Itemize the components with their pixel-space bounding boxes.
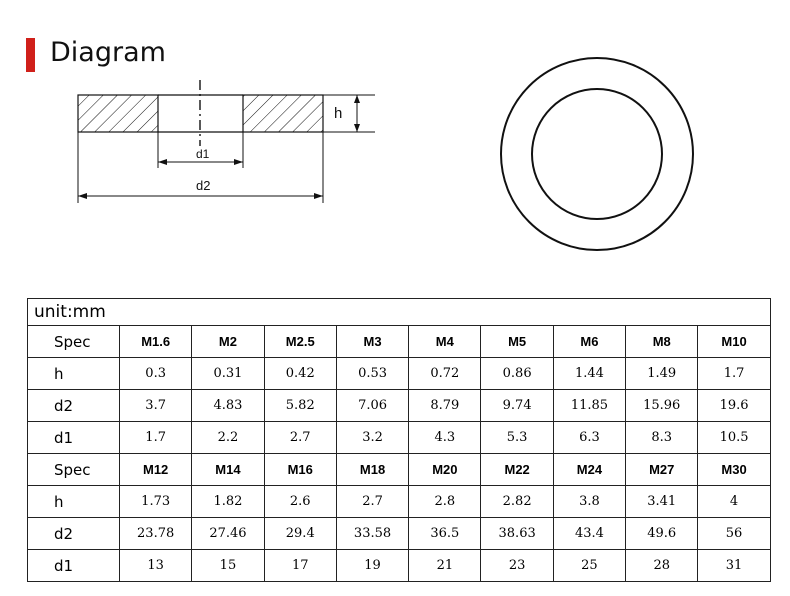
washer-diagram: [0, 0, 790, 290]
spec-row-label: Spec: [28, 326, 120, 358]
dimension-value-cell: 15: [192, 550, 264, 582]
dimension-row-label: h: [28, 358, 120, 390]
table-row: [28, 390, 771, 422]
table-row: [28, 518, 771, 550]
spec-size-cell: M2.5: [264, 326, 336, 358]
dimension-value-cell: 23.78: [120, 518, 192, 550]
dimension-value-cell: 31: [698, 550, 770, 582]
dimension-value-cell: 11.85: [553, 390, 625, 422]
dimension-value-cell: 0.42: [264, 358, 336, 390]
dimension-value-cell: 0.53: [336, 358, 408, 390]
spec-header-row: [28, 454, 771, 486]
dimension-value-cell: 5.82: [264, 390, 336, 422]
spec-size-cell: M24: [553, 454, 625, 486]
spec-size-cell: M6: [553, 326, 625, 358]
dimension-row-label: d2: [28, 518, 120, 550]
dimension-value-cell: 0.72: [409, 358, 481, 390]
washer-inner-circle: [532, 89, 662, 219]
dimension-value-cell: 0.86: [481, 358, 553, 390]
dimension-value-cell: 1.73: [120, 486, 192, 518]
dimension-value-cell: 33.58: [336, 518, 408, 550]
dimension-value-cell: 6.3: [553, 422, 625, 454]
dimension-value-cell: 8.79: [409, 390, 481, 422]
washer-outer-circle: [501, 58, 693, 250]
spec-size-cell: M4: [409, 326, 481, 358]
dimension-value-cell: 0.31: [192, 358, 264, 390]
dimension-value-cell: 2.2: [192, 422, 264, 454]
d2-dimension-label: d2: [196, 178, 211, 193]
dimension-value-cell: 9.74: [481, 390, 553, 422]
dimension-row-label: h: [28, 486, 120, 518]
dimension-row-label: d1: [28, 422, 120, 454]
page-title: Diagram: [50, 37, 166, 68]
dimension-value-cell: 4.3: [409, 422, 481, 454]
spec-size-cell: M14: [192, 454, 264, 486]
spec-size-cell: M16: [264, 454, 336, 486]
dimension-value-cell: 56: [698, 518, 770, 550]
dimension-value-cell: 1.44: [553, 358, 625, 390]
unit-label: unit:mm: [28, 299, 771, 326]
dimension-value-cell: 2.6: [264, 486, 336, 518]
dimension-value-cell: 49.6: [626, 518, 698, 550]
h-dimension-label: h: [334, 105, 343, 122]
dimension-value-cell: 2.82: [481, 486, 553, 518]
dimension-value-cell: 5.3: [481, 422, 553, 454]
spec-header-row: [28, 326, 771, 358]
spec-size-cell: M22: [481, 454, 553, 486]
dimension-value-cell: 0.3: [120, 358, 192, 390]
dimension-value-cell: 8.3: [626, 422, 698, 454]
dimension-value-cell: 2.7: [264, 422, 336, 454]
unit-row: [28, 299, 771, 326]
spec-size-cell: M5: [481, 326, 553, 358]
dimension-value-cell: 27.46: [192, 518, 264, 550]
spec-size-cell: M18: [336, 454, 408, 486]
dimension-value-cell: 7.06: [336, 390, 408, 422]
dimension-value-cell: 38.63: [481, 518, 553, 550]
spec-size-cell: M12: [120, 454, 192, 486]
dimension-value-cell: 2.8: [409, 486, 481, 518]
spec-size-cell: M30: [698, 454, 770, 486]
dimension-value-cell: 17: [264, 550, 336, 582]
spec-size-cell: M8: [626, 326, 698, 358]
dimension-value-cell: 3.7: [120, 390, 192, 422]
dimension-value-cell: 1.7: [698, 358, 770, 390]
dimension-value-cell: 1.82: [192, 486, 264, 518]
dimension-value-cell: 23: [481, 550, 553, 582]
spec-size-cell: M10: [698, 326, 770, 358]
dimension-value-cell: 36.5: [409, 518, 481, 550]
table-row: [28, 422, 771, 454]
section-left: [78, 95, 158, 132]
dimension-value-cell: 19.6: [698, 390, 770, 422]
dimension-value-cell: 1.7: [120, 422, 192, 454]
table-row: [28, 550, 771, 582]
dimension-value-cell: 28: [626, 550, 698, 582]
spec-size-cell: M2: [192, 326, 264, 358]
spec-size-cell: M3: [336, 326, 408, 358]
dimension-value-cell: 3.2: [336, 422, 408, 454]
spec-row-label: Spec: [28, 454, 120, 486]
dimension-value-cell: 29.4: [264, 518, 336, 550]
table-row: [28, 358, 771, 390]
dimension-value-cell: 4.83: [192, 390, 264, 422]
dimension-row-label: d2: [28, 390, 120, 422]
dimension-value-cell: 2.7: [336, 486, 408, 518]
dimension-value-cell: 43.4: [553, 518, 625, 550]
spec-table: [27, 298, 771, 582]
dimension-value-cell: 19: [336, 550, 408, 582]
dimension-value-cell: 3.41: [626, 486, 698, 518]
dimension-value-cell: 3.8: [553, 486, 625, 518]
spec-size-cell: M27: [626, 454, 698, 486]
d1-dimension-label: d1: [196, 147, 210, 161]
dimension-value-cell: 21: [409, 550, 481, 582]
dimension-value-cell: 4: [698, 486, 770, 518]
dimension-value-cell: 10.5: [698, 422, 770, 454]
dimension-value-cell: 1.49: [626, 358, 698, 390]
spec-size-cell: M1.6: [120, 326, 192, 358]
dimension-row-label: d1: [28, 550, 120, 582]
dimension-value-cell: 15.96: [626, 390, 698, 422]
dimension-value-cell: 25: [553, 550, 625, 582]
spec-size-cell: M20: [409, 454, 481, 486]
table-row: [28, 486, 771, 518]
section-right: [243, 95, 323, 132]
dimension-value-cell: 13: [120, 550, 192, 582]
